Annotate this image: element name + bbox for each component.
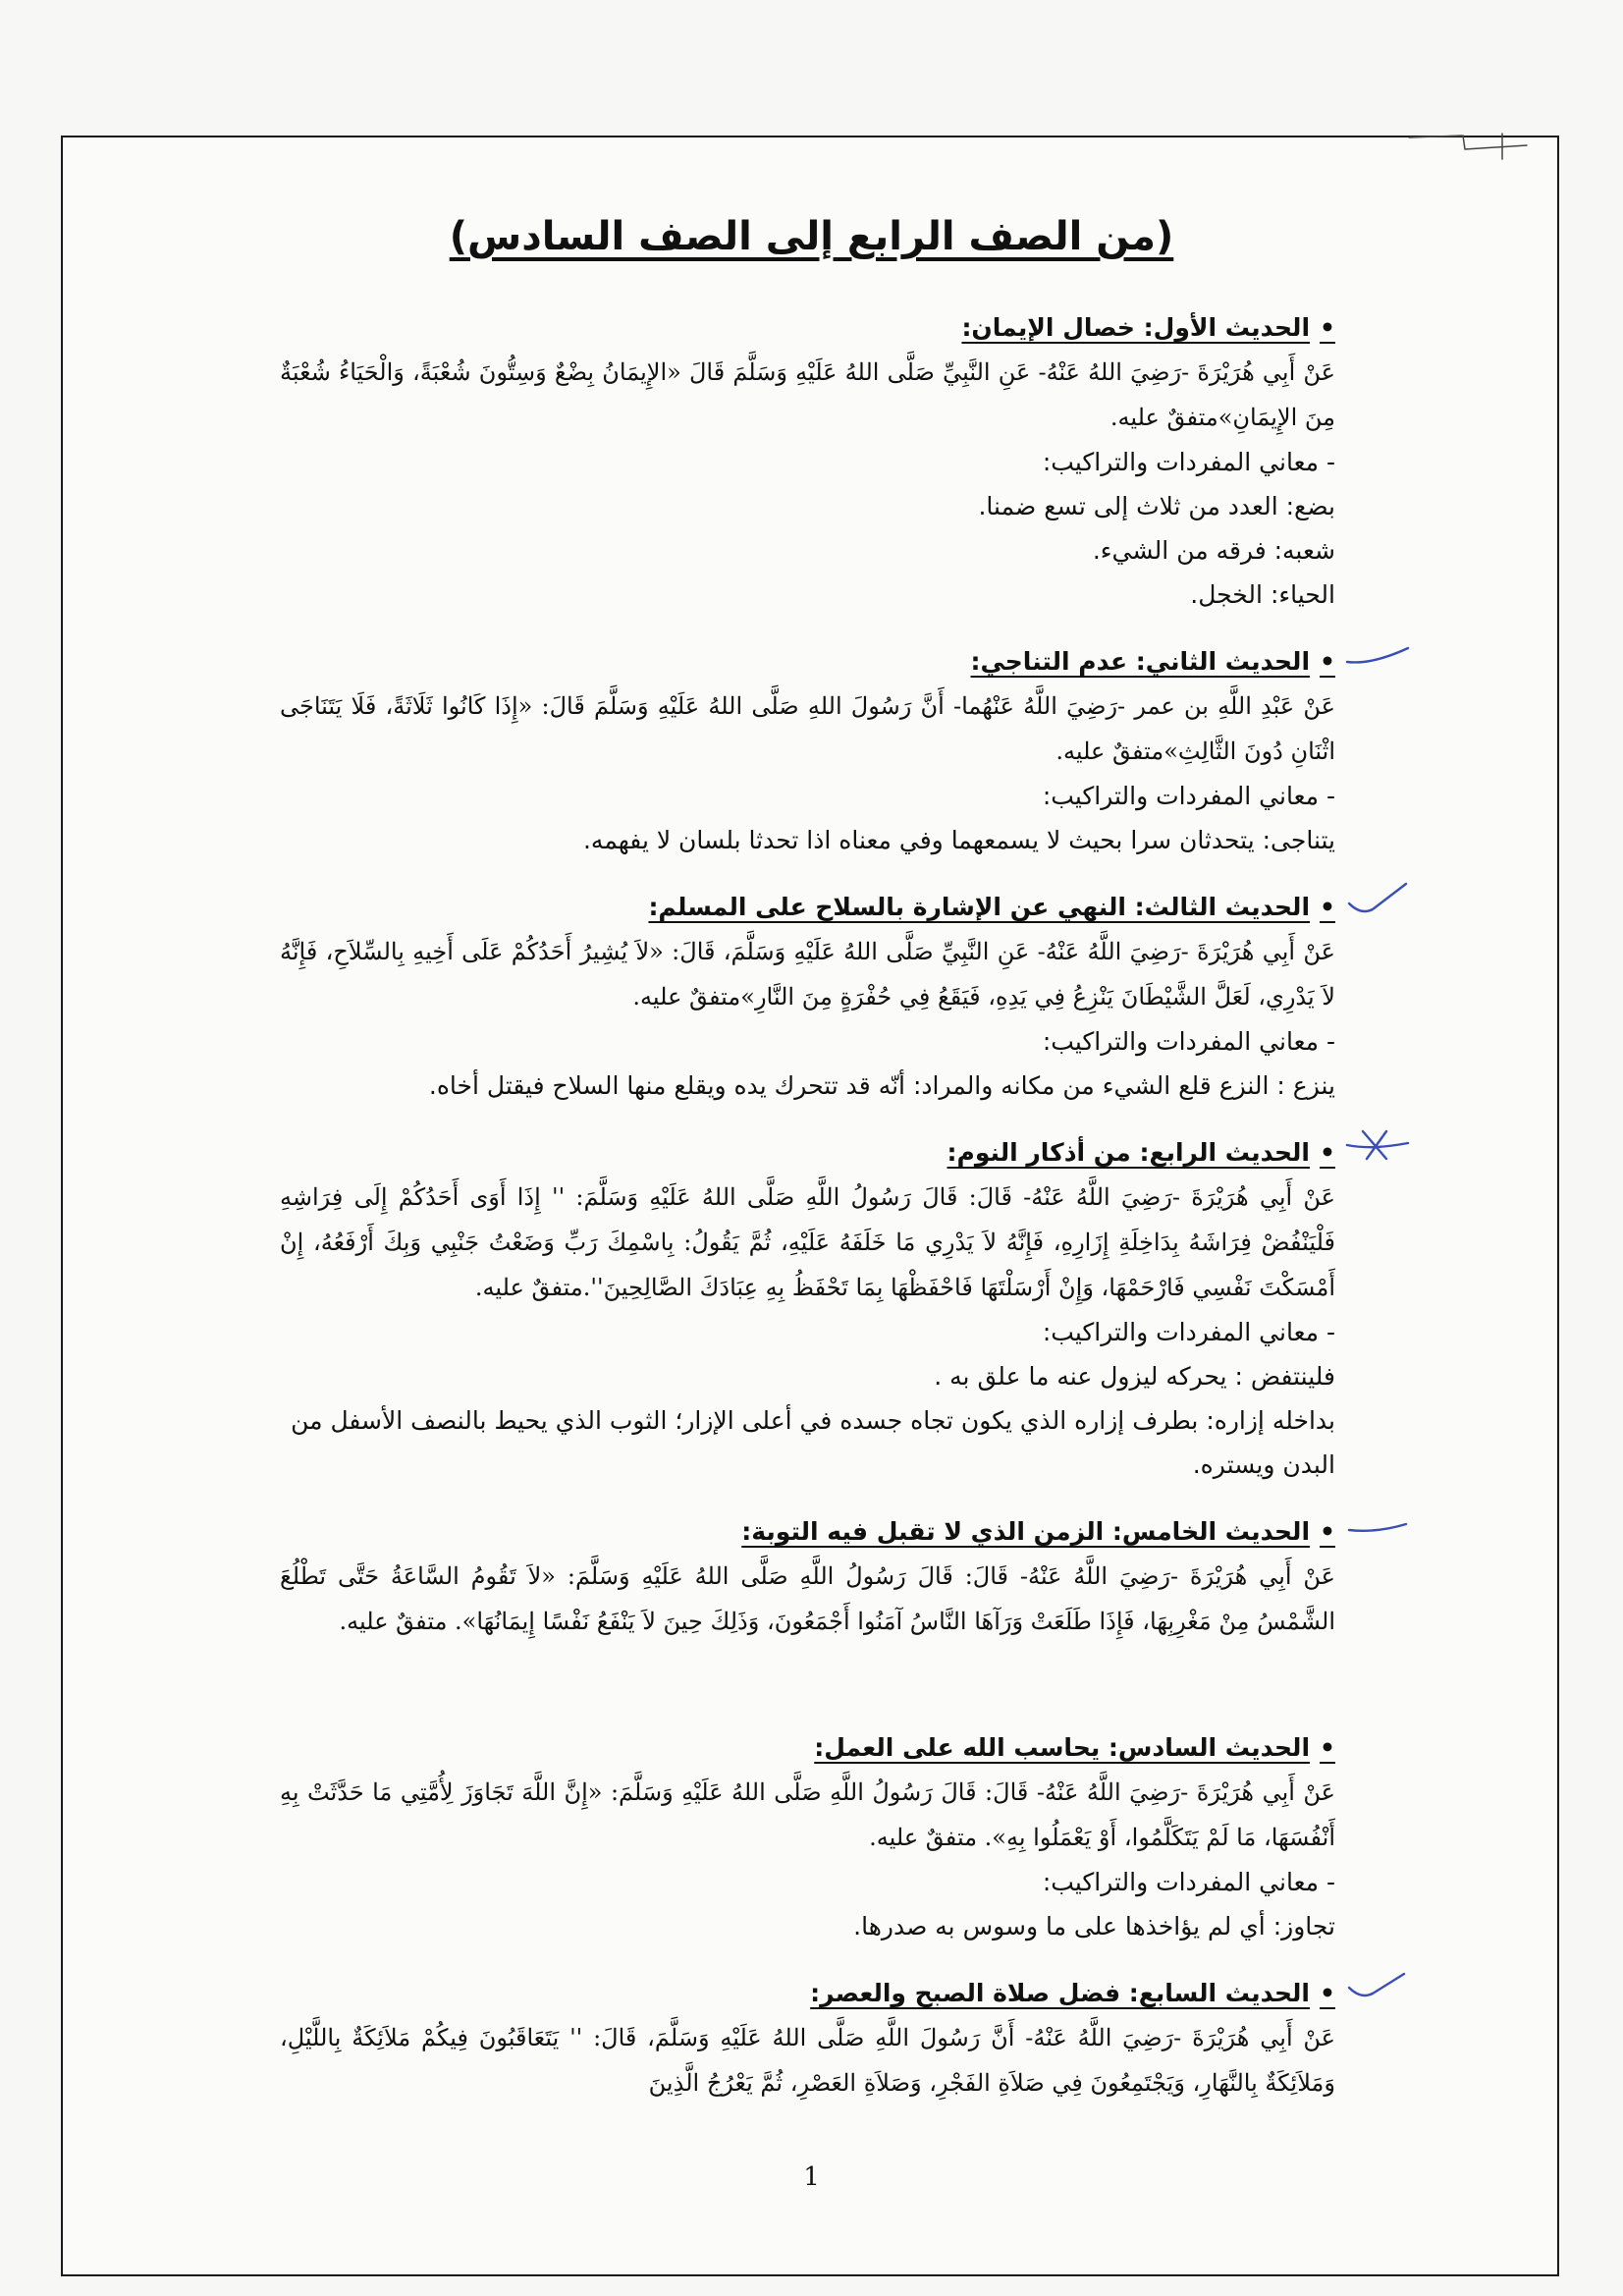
hadith-section-2 xyxy=(280,640,1335,862)
heading-text: الحديث السادس: يحاسب الله على العمل: xyxy=(814,1733,1311,1762)
vocab-title: - معاني المفردات والتراكيب: xyxy=(1042,448,1335,476)
hadith-text: عَنْ أَبِي هُرَيْرَةَ -رَضِيَ اللهُ عَنْهُ- عَنِ النَّبِيِّ صَلَّى اللهُ عَلَيْهِ وَسَلَّمَ قَالَ «الإِيمَانُ بِضْعٌ وَسِتُّونَ شُعْبَةً، وَالْحَيَاءُ شُعْبَةٌ مِنَ الإِيمَانِ»متفقٌ عليه. xyxy=(280,358,1336,431)
bullet: • xyxy=(1320,647,1335,676)
page-title: (من الصف الرابع إلى الصف السادس) xyxy=(449,214,1174,259)
document-body xyxy=(280,306,1335,2129)
hadith-section-1 xyxy=(280,306,1335,617)
section-heading xyxy=(280,886,1335,929)
handwritten-corner-mark xyxy=(1404,130,1532,169)
hadith-text: عَنْ أَبِي هُرَيْرَةَ -رَضِيَ اللَّهُ عَنْهُ- قَالَ: قَالَ رَسُولُ اللَّهِ صَلَّى اللهُ عَلَيْهِ وَسَلَّمَ: «لاَ تَقُومُ السَّاعَةُ حَتَّى تَطْلُعَ الشَّمْسُ مِنْ مَغْرِبِهَا، فَإِذَا طَلَعَتْ وَرَآهَا النَّاسُ آمَنُوا أَجْمَعُونَ، وَذَلِكَ حِينَ لاَ يَنْفَعُ نَفْسًا إِيمَانُهَا». متفقٌ عليه. xyxy=(280,1562,1335,1635)
hadith-text: عَنْ عَبْدِ اللَّهِ بن عمر -رَضِيَ اللَّهُ عَنْهُما- أَنَّ رَسُولَ اللهِ صَلَّى اللهُ عَلَيْهِ وَسَلَّمَ قَالَ: «إِذَا كَانُوا ثَلَاثَةً، فَلَا يَتَنَاجَى اثْنَانِ دُونَ الثَّالِثِ»متفقٌ عليه. xyxy=(280,692,1335,765)
vocab-line: فلينتفض : يحركه ليزول عنه ما علق به . xyxy=(934,1362,1335,1391)
vocab-title: - معاني المفردات والتراكيب: xyxy=(1042,1027,1335,1056)
handwritten-tick xyxy=(1343,634,1412,674)
vocab-line: ينزع : النزع قلع الشيء من مكانه والمراد: أنّه قد تتحرك يده ويقلع منها السلاح فيقتل أخاه. xyxy=(428,1071,1335,1100)
bullet: • xyxy=(1320,1979,1335,2007)
page-number: 1 xyxy=(803,2162,820,2192)
handwritten-tick xyxy=(1343,1504,1412,1544)
heading-text: الحديث الرابع: من أذكار النوم: xyxy=(947,1138,1311,1167)
section-heading xyxy=(280,306,1335,350)
hadith-text: عَنْ أَبِي هُرَيْرَةَ -رَضِيَ اللَّهُ عَنْهُ- عَنِ النَّبِيِّ صَلَّى اللهُ عَلَيْهِ وَسَلَّمَ، قَالَ: «لاَ يُشِيرُ أَحَدُكُمْ عَلَى أَخِيهِ بِالسِّلاَحِ، فَإِنَّهُ لاَ يَدْرِي، لَعَلَّ الشَّيْطَانَ يَنْزِعُ فِي يَدِهِ، فَيَقَعُ فِي حُفْرَةٍ مِنَ النَّارِ»متفقٌ عليه. xyxy=(280,938,1335,1011)
vocab-line: بداخله إزاره: بطرف إزاره الذي يكون تجاه جسده في أعلى الإزار؛ الثوب الذي يحيط بالنصف الأسفل من البدن ويستره. xyxy=(291,1406,1335,1479)
vocab-line: بضع: العدد من ثلاث إلى تسع ضمنا. xyxy=(978,492,1335,520)
section-heading xyxy=(280,1510,1335,1554)
hadith-section-4 xyxy=(280,1131,1335,1487)
blank-space xyxy=(280,1667,1335,1726)
hadith-text: عَنْ أَبِي هُرَيْرَةَ -رَضِيَ اللَّهُ عَنْهُ- أَنَّ رَسُولَ اللَّهِ صَلَّى اللهُ عَلَيْهِ وَسَلَّمَ، قَالَ: '' يَتَعَاقَبُونَ فِيكُمْ مَلاَئِكَةٌ بِاللَّيْلِ، وَمَلاَئِكَةٌ بِالنَّهَارِ، وَيَجْتَمِعُونَ فِي صَلاَةِ الفَجْرِ، وَصَلاَةِ العَصْرِ، ثُمَّ يَعْرُجُ الَّذِينَ xyxy=(280,2024,1336,2097)
hadith-section-3 xyxy=(280,886,1335,1108)
heading-text: الحديث السابع: فضل صلاة الصبح والعصر: xyxy=(810,1979,1311,2007)
heading-text: الحديث الثالث: النهي عن الإشارة بالسلاح على المسلم: xyxy=(648,893,1311,921)
section-heading xyxy=(280,1726,1335,1770)
handwritten-tick xyxy=(1343,880,1412,919)
bullet: • xyxy=(1320,893,1335,921)
section-heading xyxy=(280,640,1335,683)
vocab-line: الحياء: الخجل. xyxy=(1190,580,1335,609)
vocab-line: يتناجى: يتحدثان سرا بحيث لا يسمعهما وفي معناه اذا تحدثا بلسان لا يفهمه. xyxy=(582,826,1335,854)
hadith-section-5 xyxy=(280,1510,1335,1644)
heading-text: الحديث الخامس: الزمن الذي لا تقبل فيه التوبة: xyxy=(741,1517,1311,1546)
hadith-section-6 xyxy=(280,1726,1335,1948)
bullet: • xyxy=(1320,313,1335,342)
vocab-line: تجاوز: أي لم يؤاخذها على ما وسوس به صدرها. xyxy=(853,1912,1335,1941)
section-heading xyxy=(280,1972,1335,2015)
section-heading xyxy=(280,1131,1335,1175)
bullet: • xyxy=(1320,1517,1335,1546)
bullet: • xyxy=(1320,1733,1335,1762)
bullet: • xyxy=(1320,1138,1335,1167)
heading-text: الحديث الثاني: عدم التناجي: xyxy=(970,647,1311,676)
heading-text: الحديث الأول: خصال الإيمان: xyxy=(961,313,1311,342)
vocab-title: - معاني المفردات والتراكيب: xyxy=(1042,1318,1335,1346)
vocab-line: شعبه: فرقه من الشيء. xyxy=(1092,536,1335,565)
hadith-section-7 xyxy=(280,1972,1335,2105)
handwritten-tick xyxy=(1343,1966,1412,2005)
handwritten-tick xyxy=(1343,1125,1412,1165)
vocab-title: - معاني المفردات والتراكيب: xyxy=(1042,782,1335,810)
vocab-title: - معاني المفردات والتراكيب: xyxy=(1042,1868,1335,1896)
hadith-text: عَنْ أَبِي هُرَيْرَةَ -رَضِيَ اللَّهُ عَنْهُ- قَالَ: قَالَ رَسُولُ اللَّهِ صَلَّى اللهُ عَلَيْهِ وَسَلَّمَ: '' إِذَا أَوَى أَحَدُكُمْ إِلَى فِرَاشِهِ فَلْيَنْفُضْ فِرَاشَهُ بِدَاخِلَةِ إِزَارِهِ، فَإِنَّهُ لاَ يَدْرِي مَا خَلَفَهُ عَلَيْهِ، ثُمَّ يَقُولُ: بِاسْمِكَ رَبِّ وَضَعْتُ جَنْبِي وَبِكَ أَرْفَعُهُ، إِنْ أَمْسَكْتَ نَفْسِي فَارْحَمْهَا، وَإِنْ أَرْسَلْتَهَا فَاحْفَظْهَا بِمَا تَحْفَظُ بِهِ عِبَادَكَ الصَّالِحِينَ''.متفقٌ عليه. xyxy=(280,1183,1336,1301)
hadith-text: عَنْ أَبِي هُرَيْرَةَ -رَضِيَ اللَّهُ عَنْهُ- قَالَ: قَالَ رَسُولُ اللَّهِ صَلَّى اللهُ عَلَيْهِ وَسَلَّمَ: «إِنَّ اللَّهَ تَجَاوَزَ لِأُمَّتِي مَا حَدَّثَتْ بِهِ أَنْفُسَهَا، مَا لَمْ يَتَكَلَّمُوا، أَوْ يَعْمَلُوا بِهِ». متفقٌ عليه. xyxy=(280,1778,1335,1851)
